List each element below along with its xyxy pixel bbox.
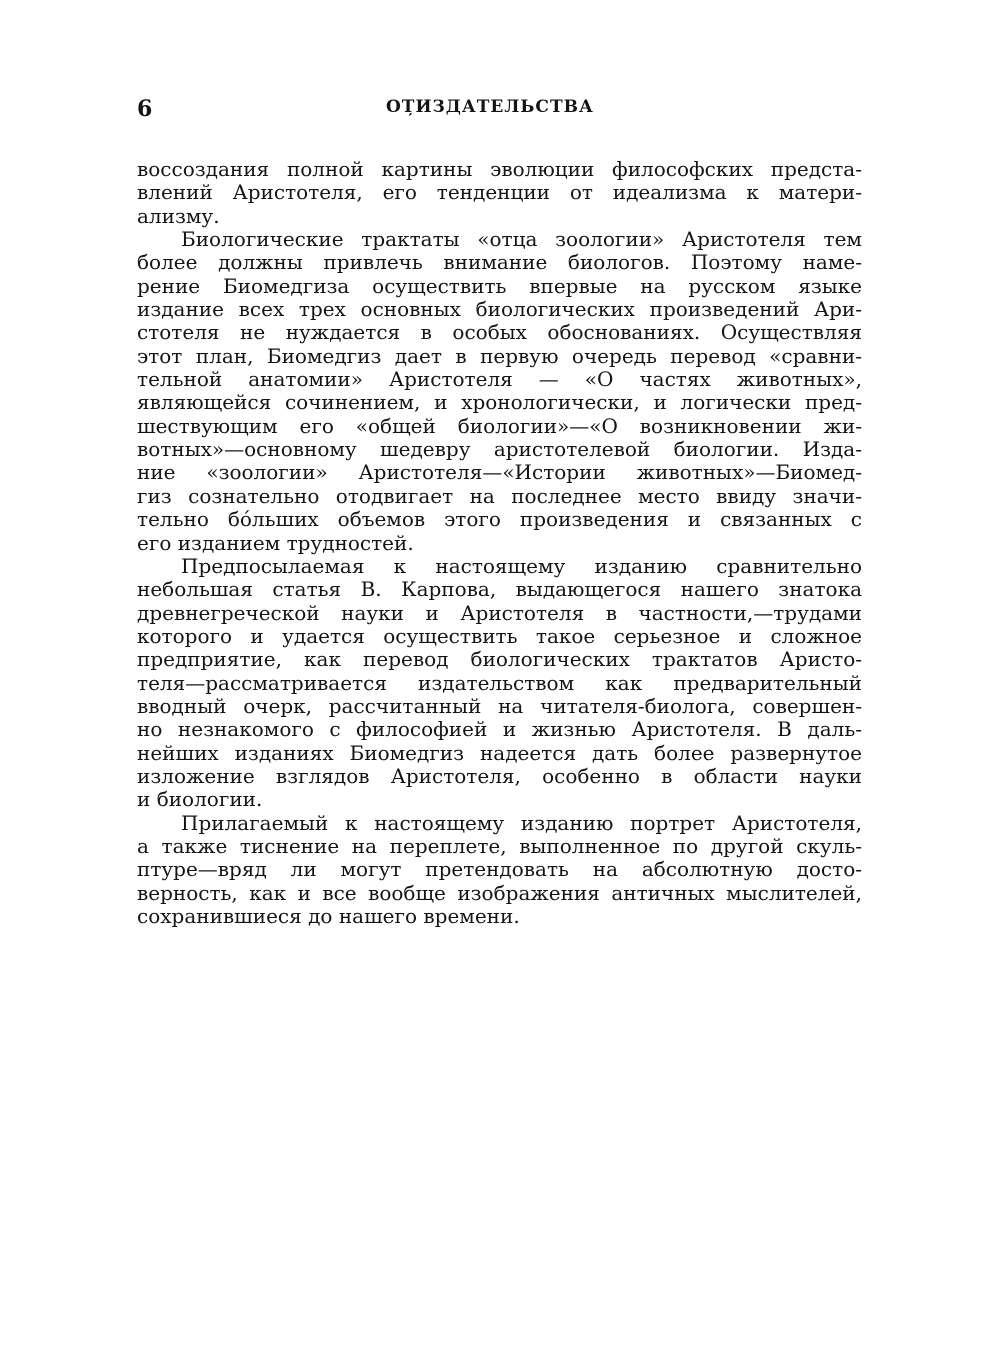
text-line: гиз сознательно отодвигает на последнее место ввиду значи- (137, 483, 862, 508)
paragraph-4 (137, 812, 862, 929)
text-line: тельной анатомии» Аристотеля — «О частях животных», (137, 367, 862, 392)
text-line: ние «зоологии» Аристотеля—«Истории животных»—Биомед- (137, 460, 862, 485)
text-line: сохранившиеся до нашего времени. (137, 904, 520, 928)
text-line: но незнакомого с философией и жизнью Аристотеля. В даль- (137, 717, 862, 742)
text-line: Прилагаемый к настоящему изданию портрет Аристотеля, (181, 810, 862, 835)
text-line: изложение взглядов Аристотеля, особенно в области науки (137, 763, 862, 788)
text-line: его изданием трудностей. (137, 530, 414, 555)
text-line: птуре—вряд ли могут претендовать на абсолютную досто- (137, 857, 862, 882)
text-line: которого и удается осуществить такое серьезное и сложное (137, 623, 862, 648)
text-line: вводный очерк, рассчитанный на читателя-биолога, совершен- (137, 693, 862, 718)
paragraph-1 (137, 158, 862, 228)
text-line: нейших изданиях Биомедгиз надеется дать более развернутое (137, 740, 862, 765)
text-line: вотных»—основному шедевру аристотелевой биологии. Изда- (137, 437, 862, 462)
text-line: и биологии. (137, 787, 263, 812)
text-line: теля—рассматривается издательством как предварительный (137, 670, 862, 695)
text-line: этот план, Биомедгиз дает в первую очередь перевод «сравни- (137, 343, 862, 368)
page-number: 6 (137, 96, 153, 122)
body-text (137, 158, 862, 928)
text-line: шествующим его «общей биологии»—«О возникновении жи- (137, 413, 862, 438)
text-line: верность, как и все вообще изображения античных мыслителей, (137, 880, 862, 905)
paragraph-3 (137, 555, 862, 812)
text-line: воссоздания полной картины эволюции философских предста- (137, 157, 862, 181)
text-line: более должны привлечь внимание биологов. Поэтому наме- (137, 250, 862, 275)
text-line: рение Биомедгиза осуществить впервые на русском языке (137, 273, 862, 298)
text-line: небольшая статья В. Карпова, выдающегося нашего знатока (137, 577, 862, 602)
text-line: влений Аристотеля, его тенденции от идеализма к матери- (137, 180, 862, 205)
text-line: Биологические трактаты «отца зоологии» Аристотеля тем (181, 227, 862, 252)
running-title: ОТ̦ИЗДАТЕЛЬСТВА (386, 97, 594, 117)
text-line: Предпосылаемая к настоящему изданию сравнительно (181, 553, 862, 578)
text-line: издание всех трех основных биологических произведений Ари- (137, 297, 862, 322)
text-line: ализму. (137, 203, 220, 228)
text-line: тельно бóльших объемов этого произведения и связанных с (137, 507, 862, 532)
text-line: древнегреческой науки и Аристотеля в частности,—трудами (137, 600, 862, 625)
text-line: являющейся сочинением, и хронологически, и логически пред- (137, 390, 862, 415)
text-line: а также тиснение на переплете, выполненное по другой скуль- (137, 833, 862, 858)
text-line: стотеля не нуждается в особых обоснованиях. Осуществляя (137, 320, 862, 345)
text-line: предприятие, как перевод биологических трактатов Аристо- (137, 647, 862, 672)
paragraph-2 (137, 228, 862, 555)
